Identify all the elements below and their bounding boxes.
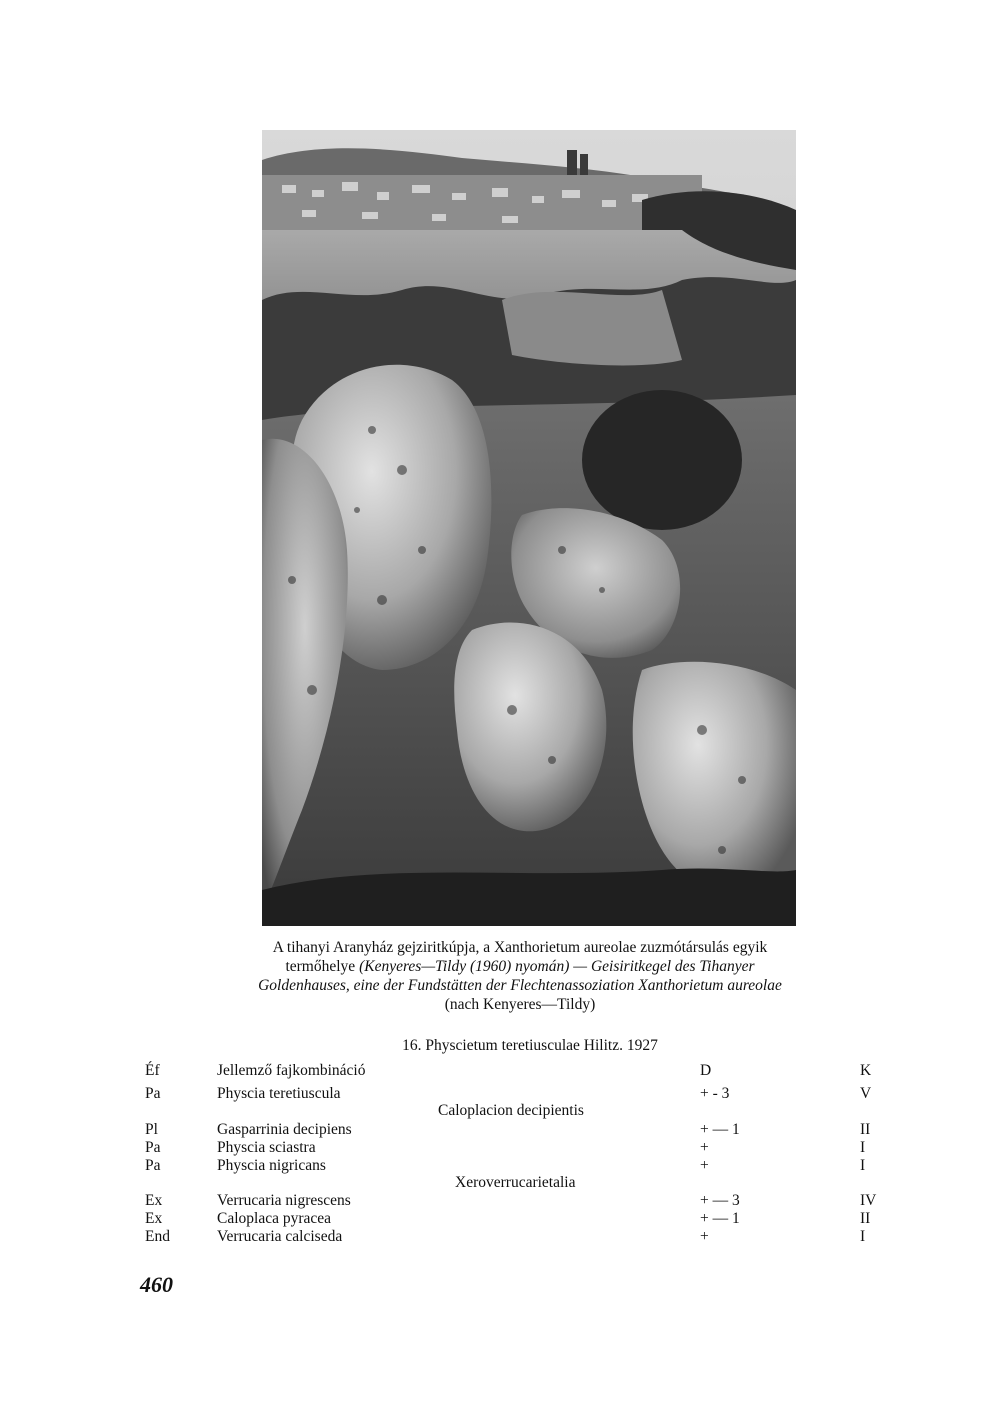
header-k: K	[860, 1062, 872, 1079]
row-name: Verrucaria calciseda	[217, 1228, 343, 1245]
row-ef: Pa	[145, 1085, 161, 1102]
page-number: 460	[140, 1272, 173, 1297]
table-row	[0, 1085, 989, 1103]
row-d: + — 1	[700, 1121, 740, 1138]
row-d: +	[700, 1139, 709, 1156]
table-title: 16. Physcietum teretiusculae Hilitz. 1927	[402, 1037, 658, 1054]
group-label-caloplacion: Caloplacion decipientis	[438, 1102, 584, 1119]
row-ef: Ex	[145, 1192, 163, 1209]
row-d: +	[700, 1157, 709, 1174]
table-row	[0, 1121, 989, 1139]
row-k: V	[860, 1085, 872, 1102]
row-ef: Pa	[145, 1157, 161, 1174]
caption-line-3: Goldenhauses, eine der Fundstätten der Flechtenassoziation Xanthorietum aureolae	[258, 977, 782, 994]
table-header-row	[0, 1062, 989, 1080]
row-ef: End	[145, 1228, 170, 1245]
photo-caption	[200, 938, 840, 1014]
caption-line-2-italic: (Kenyeres—Tildy (1960) nyomán) — Geisiritkegel des Tihanyer	[359, 958, 755, 975]
row-d: + — 1	[700, 1210, 740, 1227]
table-row	[0, 1192, 989, 1210]
row-k: I	[860, 1139, 866, 1156]
row-name: Verrucaria nigrescens	[217, 1192, 351, 1209]
header-d: D	[700, 1062, 712, 1079]
table-row	[0, 1139, 989, 1157]
caption-line-2	[200, 957, 840, 976]
row-k: I	[860, 1228, 866, 1245]
caption-line-1: A tihanyi Aranyház gejziritkúpja, a Xanthorietum aureolae zuzmótársulás egyik	[272, 939, 768, 956]
row-d: +	[700, 1228, 709, 1245]
row-ef: Ex	[145, 1210, 163, 1227]
row-name: Gasparrinia decipiens	[217, 1121, 352, 1138]
table-row	[0, 1228, 989, 1246]
row-name: Physcia nigricans	[217, 1157, 326, 1174]
row-k: IV	[860, 1192, 877, 1209]
row-name: Physcia teretiuscula	[217, 1085, 341, 1102]
landscape-photo	[262, 130, 796, 926]
row-k: I	[860, 1157, 866, 1174]
row-name: Physcia sciastra	[217, 1139, 316, 1156]
row-ef: Pl	[145, 1121, 158, 1138]
header-name: Jellemző fajkombináció	[217, 1062, 366, 1079]
group-label-xeroverrucarietalia: Xeroverrucarietalia	[455, 1174, 576, 1191]
table-row	[0, 1157, 989, 1175]
row-d: + - 3	[700, 1085, 730, 1102]
row-name: Caloplaca pyracea	[217, 1210, 332, 1227]
row-d: + — 3	[700, 1192, 740, 1209]
caption-line-2-plain: termőhelye	[285, 958, 360, 975]
table-row	[0, 1210, 989, 1228]
header-ef: Éf	[145, 1062, 160, 1079]
row-ef: Pa	[145, 1139, 161, 1156]
row-k: II	[860, 1210, 871, 1227]
caption-line-4: (nach Kenyeres—Tildy)	[444, 996, 596, 1013]
row-k: II	[860, 1121, 871, 1138]
